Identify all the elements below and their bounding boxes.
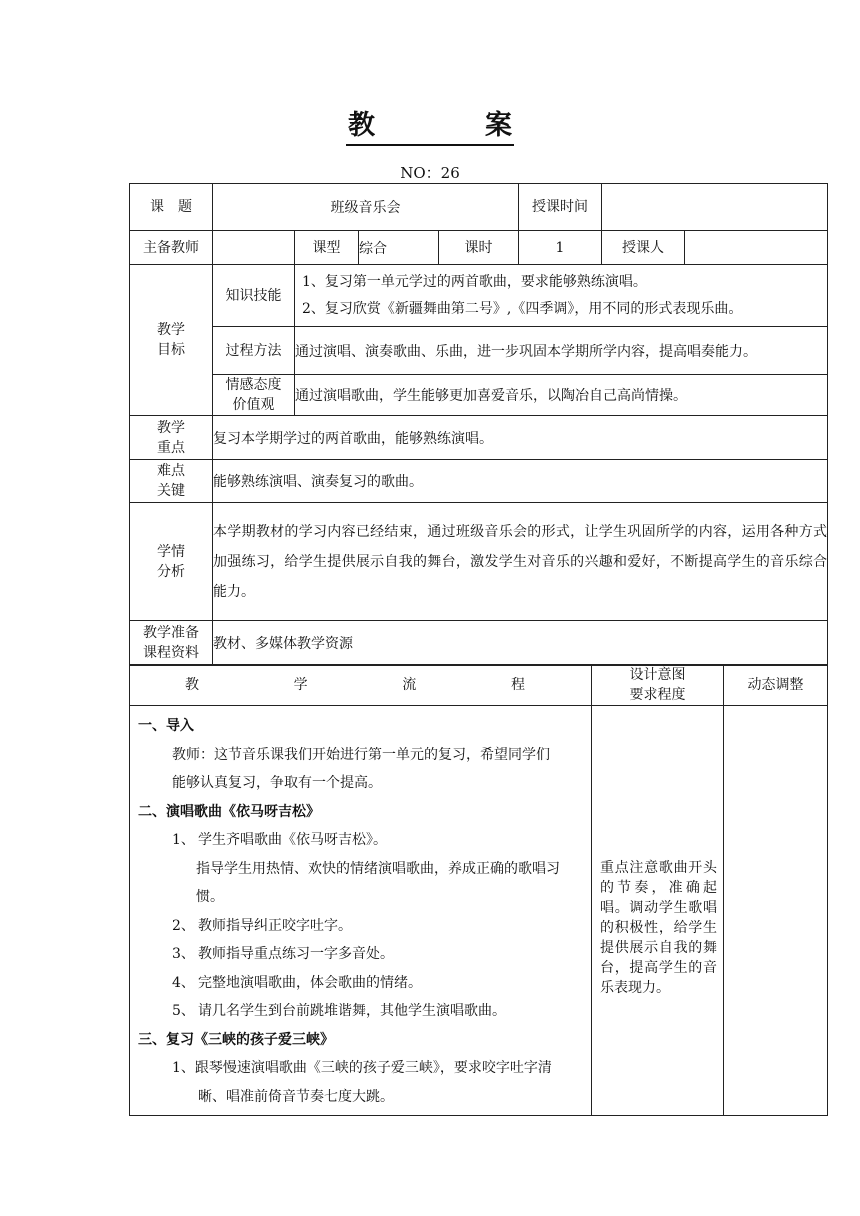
analysis-label-line2: 分析 xyxy=(157,563,185,580)
section-2-item-3 xyxy=(138,940,583,969)
topic-label: 课 题 xyxy=(130,184,213,231)
design-header-line2: 要求程度 xyxy=(629,687,686,703)
title-char-left: 教 xyxy=(348,110,375,141)
teaching-flow-table xyxy=(129,664,828,1116)
type-value: 综合 xyxy=(359,231,439,265)
section-2-title: 二、演唱歌曲《依马呀吉松》 xyxy=(138,803,320,820)
design-intent-text: 重点注意歌曲开头的节奏，准确起唱。调动学生歌唱的积极性，给学生提供展示自我的舞台，提高学生的音乐表现力。 xyxy=(592,706,724,1116)
flow-header-char-2: 学 xyxy=(293,677,308,693)
focus-text: 复习本学期学过的两首歌曲，能够熟练演唱。 xyxy=(213,416,828,460)
attitude-text: 通过演唱歌曲，学生能够更加喜爱音乐，以陶冶自己高尚情操。 xyxy=(295,375,828,416)
topic-value: 班级音乐会 xyxy=(213,184,519,231)
process-label: 过程方法 xyxy=(213,327,295,375)
flow-header xyxy=(130,665,592,706)
materials-label-line1: 教学准备 xyxy=(143,625,199,641)
item-number: 2、 xyxy=(172,917,195,934)
lesson-info-table xyxy=(129,183,828,666)
section-2-item-1-sub-1: 指导学生用热情、欢快的情绪演唱歌曲，养成正确的歌唱习 xyxy=(196,860,560,877)
difficulty-label-line2: 关键 xyxy=(157,483,185,499)
section-2-item-5 xyxy=(138,997,583,1026)
lecturer-value xyxy=(685,231,828,265)
section-2-item-2 xyxy=(138,912,583,941)
time-value xyxy=(602,184,828,231)
item-number: 1、 xyxy=(172,832,195,848)
document-number: NO：26 xyxy=(400,164,460,182)
materials-label-line2: 课程资料 xyxy=(143,645,199,661)
section-2-item-1 xyxy=(138,826,583,855)
time-label: 授课时间 xyxy=(519,184,602,231)
attitude-label-line2: 价值观 xyxy=(232,397,275,413)
design-header-line1: 设计意图 xyxy=(629,667,686,683)
flow-content xyxy=(130,706,592,1116)
materials-text: 教材、多媒体教学资源 xyxy=(213,621,828,666)
flow-header-char-1: 教 xyxy=(185,677,199,693)
teacher-label: 主备教师 xyxy=(130,231,213,265)
document-title xyxy=(0,103,860,146)
item-number: 4、 xyxy=(172,974,195,991)
knowledge-text xyxy=(295,265,828,327)
adjust-cell xyxy=(724,706,828,1116)
item-number: 3、 xyxy=(172,946,195,962)
focus-label-line2: 重点 xyxy=(157,439,185,456)
flow-header-char-3: 流 xyxy=(402,677,417,693)
materials-label xyxy=(130,621,213,666)
goals-label-line1: 教学 xyxy=(157,322,185,338)
hours-label: 课时 xyxy=(439,231,519,265)
adjust-header: 动态调整 xyxy=(724,665,828,706)
difficulty-label-line1: 难点 xyxy=(157,463,185,479)
focus-label xyxy=(130,416,213,460)
title-char-right: 案 xyxy=(485,110,512,141)
knowledge-line-1: 1、复习第一单元学过的两首歌曲，要求能够熟练演唱。 xyxy=(302,273,647,290)
analysis-label xyxy=(130,503,213,621)
difficulty-label xyxy=(130,460,213,503)
section-3-item-1: 1、跟琴慢速演唱歌曲《三峡的孩子爱三峡》，要求咬字吐字清 xyxy=(172,1060,552,1076)
item-text: 教师指导重点练习一字多音处。 xyxy=(198,946,394,962)
section-2-item-4 xyxy=(138,969,583,998)
hours-value: 1 xyxy=(519,231,602,265)
lecturer-label: 授课人 xyxy=(602,231,685,265)
item-text: 教师指导纠正咬字吐字。 xyxy=(198,917,352,934)
attitude-label xyxy=(213,375,295,416)
knowledge-line-2: 2、复习欣赏《新疆舞曲第二号》,《四季调》，用不同的形式表现乐曲。 xyxy=(302,300,743,317)
section-3-item-1-cont: 晰、唱准前倚音节奏七度大跳。 xyxy=(198,1088,394,1105)
section-1-line-2: 能够认真复习，争取有一个提高。 xyxy=(172,775,382,791)
design-header xyxy=(592,665,724,706)
item-text: 学生齐唱歌曲《依马呀吉松》。 xyxy=(198,832,387,848)
goals-label-line2: 目标 xyxy=(157,342,185,358)
process-text: 通过演唱、演奏歌曲、乐曲，进一步巩固本学期所学内容，提高唱奏能力。 xyxy=(295,327,828,375)
item-text: 完整地演唱歌曲，体会歌曲的情绪。 xyxy=(198,974,422,991)
item-text: 请几名学生到台前跳堆谐舞，其他学生演唱歌曲。 xyxy=(198,1003,506,1019)
type-label: 课型 xyxy=(295,231,359,265)
section-1-line-1: 教师：这节音乐课我们开始进行第一单元的复习，希望同学们 xyxy=(172,746,550,763)
knowledge-label: 知识技能 xyxy=(213,265,295,327)
focus-label-line1: 教学 xyxy=(157,419,185,436)
section-3-title: 三、复习《三峡的孩子爱三峡》 xyxy=(138,1031,334,1048)
analysis-label-line1: 学情 xyxy=(157,543,185,560)
item-number: 5、 xyxy=(172,1003,195,1019)
flow-header-char-4: 程 xyxy=(510,677,525,693)
difficulty-text: 能够熟练演唱、演奏复习的歌曲。 xyxy=(213,460,828,503)
section-1-title: 一、导入 xyxy=(138,718,194,734)
analysis-text: 本学期教材的学习内容已经结束，通过班级音乐会的形式，让学生巩固所学的内容，运用各种方式加强练习，给学生提供展示自我的舞台，激发学生对音乐的兴趣和爱好，不断提高学生的音乐综合能力。 xyxy=(213,503,828,621)
teacher-value xyxy=(213,231,295,265)
goals-label xyxy=(130,265,213,416)
attitude-label-line1: 情感态度 xyxy=(225,377,282,393)
section-2-item-1-sub-2: 惯。 xyxy=(196,889,224,905)
